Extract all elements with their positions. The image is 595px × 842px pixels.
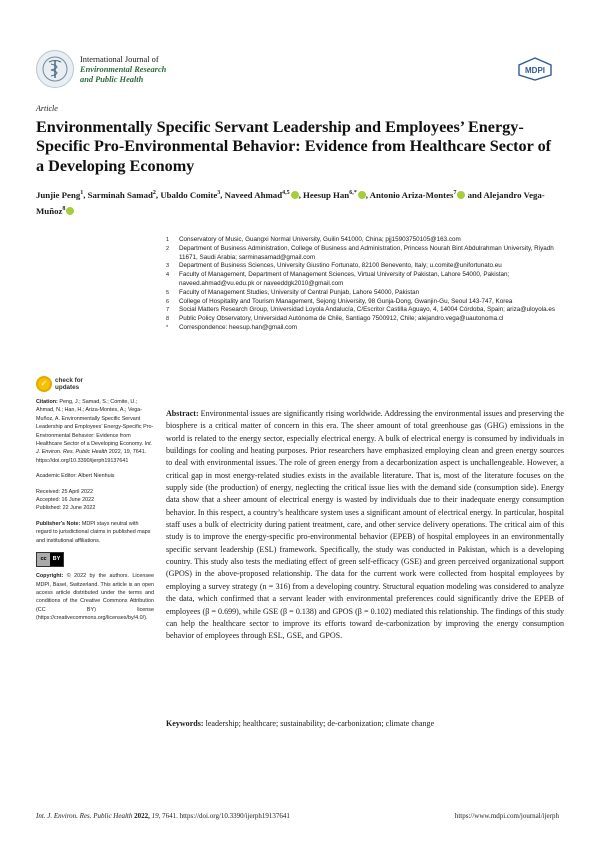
- received-date: Received: 25 April 2022: [36, 488, 93, 495]
- author-affiliation-mark: 4,5: [282, 190, 290, 196]
- footer-citation: [36, 812, 290, 820]
- check-updates-icon: ✓: [36, 376, 52, 392]
- affiliation-item: [166, 236, 566, 245]
- affiliation-mark: 3: [166, 263, 170, 270]
- affiliation-mark: 4: [166, 272, 170, 279]
- affiliation-mark: 6: [166, 298, 170, 305]
- journal-name-line1: International Journal of: [80, 55, 159, 64]
- orcid-icon[interactable]: [291, 191, 299, 199]
- paper-title: Environmentally Specific Servant Leadership and Employees’ Energy-Specific Pro-Environmental Behavior: Evidence from Healthcare Sector of a Developing Economy: [36, 118, 552, 175]
- copyright-label: Copyright:: [36, 573, 64, 580]
- publisher-note-text: MDPI stays neutral with regard to jurisdictional claims in published maps and institutional affiliations.: [36, 520, 151, 544]
- orcid-icon[interactable]: [457, 191, 465, 199]
- copyright-block: [36, 572, 154, 622]
- dates-block: [36, 488, 154, 513]
- affiliation-item: [166, 262, 566, 271]
- check-for-updates[interactable]: [36, 376, 154, 392]
- abstract-label: Abstract:: [166, 409, 199, 418]
- orcid-icon[interactable]: [66, 207, 74, 215]
- copyright-text: © 2022 by the authors. Licensee MDPI, Basel, Switzerland. This article is an open access article distributed under the terms and conditions of the Creative Commons Attribution (CC BY) license (https://creativecommons.org/licenses/by/4.0/).: [36, 573, 155, 622]
- affiliation-item: [166, 298, 566, 307]
- footer-year: 2022,: [134, 812, 150, 820]
- sidebar: [36, 376, 154, 630]
- check-updates-line2: updates: [55, 384, 80, 391]
- affiliation-mark: 8: [166, 316, 170, 323]
- author-name[interactable]: Antonio Ariza-Montes: [369, 189, 454, 200]
- footer-journal-url[interactable]: https://www.mdpi.com/journal/ijerph: [454, 812, 559, 820]
- affiliation-mark: 5: [166, 289, 170, 296]
- citation-text: Peng, J.; Samad, S.; Comite, U.; Ahmad, N.; Han, H.; Ariza-Montes, A.; Vega-Muñoz, A. Environmentally Specific Servant Leadership and Employees’ Energy-Specific Pro-Environmental Behavior: Evidence from Healthcare Sector of a Developing Economy.: [36, 399, 154, 448]
- article-type: Article: [36, 104, 58, 113]
- affiliation-text: Social Matters Research Group, Universidad Loyola Andalucía, C/Escritor Castilla Aguayo, 4, 14004 Córdoba, Spain; ariza@uloyola.es: [179, 306, 556, 314]
- affiliation-mark: 2: [166, 245, 170, 252]
- affiliation-text: College of Hospitality and Tourism Management, Sejong University, 98 Gunja-Dong, Gwanjin-Gu, Seoul 143-747, Korea: [179, 297, 513, 305]
- author-affiliation-mark: 6,*: [349, 190, 357, 196]
- cc-icon-part: cc: [37, 553, 50, 566]
- author-affiliation-mark: 3: [217, 190, 221, 196]
- author-name[interactable]: Junjie Peng: [36, 189, 81, 200]
- affiliation-text: Department of Business Administration, College of Business and Administration, Princess Nourah Bint Abdulrahman University, Riyadh 11671, Saudi Arabia; sarminasamad@gmail.com: [179, 244, 554, 261]
- journal-name-line3: and Public Health: [80, 75, 144, 84]
- citation-journal: Int. J. Environ. Res. Public Health: [36, 441, 153, 456]
- author-list: Junjie Peng$^1$, Sarminah Samad$^2$, Ubaldo Comite$^3$, Naveed Ahmad$^{4,5}$ , Heesup Han$^{6,*}$ , Antonio Ariza-Montes$^7$ and Alejandro Vega-Muñoz$^8$: [36, 189, 545, 217]
- affiliation-text: Conservatory of Music, Guangxi Normal University, Guilin 541000, China; pjj15903750105@163.com: [179, 236, 461, 243]
- citation-label: Citation:: [36, 399, 58, 405]
- keywords: [166, 718, 564, 730]
- footer-volume: 19,: [151, 812, 161, 820]
- abstract: [166, 408, 564, 643]
- publisher-note-label: Publisher’s Note:: [36, 520, 81, 527]
- citation-rest[interactable]: 2022, 19, 7641. https://doi.org/10.3390/ijerph19137641: [36, 449, 147, 464]
- affiliation-text: Public Policy Observatory, Universidad Autónoma de Chile, Santiago 7500912, Chile; alejandro.vega@uautonoma.cl: [179, 315, 504, 323]
- affiliation-item: [166, 245, 566, 263]
- cc-by-icon[interactable]: [36, 552, 64, 567]
- check-updates-line1: check for: [55, 376, 83, 384]
- publisher-note: [36, 520, 154, 545]
- affiliation-item: [166, 315, 566, 324]
- keywords-text: leadership; healthcare; sustainability; de-carbonization; climate change: [205, 719, 435, 728]
- abstract-text: Environmental issues are significantly rising worldwide. Addressing the environmental issues and preserving the biosphere is a critical matter of concern in this era. The sheer amount of total greenhouse gas (GHG) emissions in the world is related to the energy sector, especially electrical energy. A bulk of electrical energy is consumed by individuals in buildings for cooling and heating purposes. Prior researchers have emphasized employing clean and green energy sources to deal with environmental issues. The role of green energy from a decarbonization aspect is unchallengeable. However, a critical gap in most energy-related studies exists in the available literature. That is, most of the literature focuses on the supply side (the production) of energy, neglecting the critical issue lies with the demand side (consumption side). Energy data show that a sheer amount of electrical energy is wasted by individuals due to their inadequate energy consumption behavior. In this respect, a country’s healthcare system uses a significant amount of electrical energy. In particular, hospital staff uses a bulk of electricity during patient treatment, care, and other service delivery operations. The critical aim of this study is to improve the energy-specific pro-environmental behavior (EPEB) of hospital employees in an environmentally specific servant leadership (ESL) framework. Specifically, the study was conducted in Pakistan, which is a developing country. This study also tests the mediating effect of green self-efficacy (GSE) and green perceived organizational support (GPOS) in the above-proposed relationship. The data for the current work were collected from hospital employees by employing a survey strategy (n = 316) from a developing country. Structural equation modeling was considered to analyze the data, which confirmed that a servant leader with environmental preferences could significantly drive the EPEB of employees (β = 0.699), while GSE (β = 0.138) and GPOS (β = 0.102) mediated this relationship. The findings of this study can help the healthcare sector to improve its efforts toward de-carbonization by improving the energy consumption behavior of employees through ESL, GSE, and GPOS.: [166, 409, 564, 641]
- author-name[interactable]: Alejandro Vega-Muñoz: [36, 189, 545, 217]
- author-name[interactable]: Sarminah Samad: [87, 189, 153, 200]
- affiliation-text: Faculty of Management Studies, University of Central Punjab, Lahore 54000, Pakistan: [179, 288, 420, 296]
- journal-name-line2: Environmental Research: [80, 65, 167, 74]
- footer-doi[interactable]: 7641. https://doi.org/10.3390/ijerph19137641: [162, 812, 290, 820]
- affiliation-text: Department of Business Sciences, University Giustino Fortunato, 82100 Benevento, Italy; u.comite@unifortunato.eu: [179, 262, 502, 270]
- journal-logo-icon: [36, 50, 74, 88]
- by-icon-part: BY: [50, 553, 63, 566]
- accepted-date: Accepted: 16 June 2022: [36, 497, 95, 504]
- footer-journal: Int. J. Environ. Res. Public Health: [36, 812, 133, 820]
- author-name[interactable]: Heesup Han: [303, 189, 350, 200]
- citation-block: [36, 398, 154, 465]
- mdpi-logo: [517, 57, 553, 81]
- author-affiliation-mark: 1: [80, 190, 84, 196]
- orcid-icon[interactable]: [358, 191, 366, 199]
- author-affiliation-mark: 7: [453, 190, 457, 196]
- author-affiliation-mark: 8: [62, 206, 66, 213]
- affiliation-item: [166, 306, 566, 315]
- author-name[interactable]: Naveed Ahmad: [224, 189, 283, 200]
- author-affiliation-mark: 2: [152, 190, 156, 196]
- author-name[interactable]: Ubaldo Comite: [160, 189, 218, 200]
- affiliation-text: Correspondence: heesup.han@gmail.com: [179, 323, 298, 331]
- affiliation-text: Faculty of Management, Department of Management Sciences, Virtual University of Pakistan, Lahore 54000, Pakistan; naveed.ahmad@vu.edu.pk or naveeddgk2010@gmail.com: [179, 271, 510, 287]
- affiliation-item: [166, 324, 566, 333]
- academic-editor: Academic Editor: Albert Nienhuis: [36, 473, 115, 480]
- published-date: Published: 22 June 2022: [36, 505, 96, 512]
- affiliation-item: [166, 289, 566, 298]
- affiliation-mark: 1: [166, 237, 170, 243]
- affiliation-mark: *: [166, 324, 169, 331]
- keywords-label: Keywords:: [166, 719, 204, 728]
- affiliation-mark: 7: [166, 307, 170, 314]
- affiliation-list: [166, 236, 566, 333]
- affiliation-item: [166, 271, 566, 289]
- journal-name: [80, 55, 166, 85]
- mdpi-logo-text: MDPI: [525, 66, 545, 75]
